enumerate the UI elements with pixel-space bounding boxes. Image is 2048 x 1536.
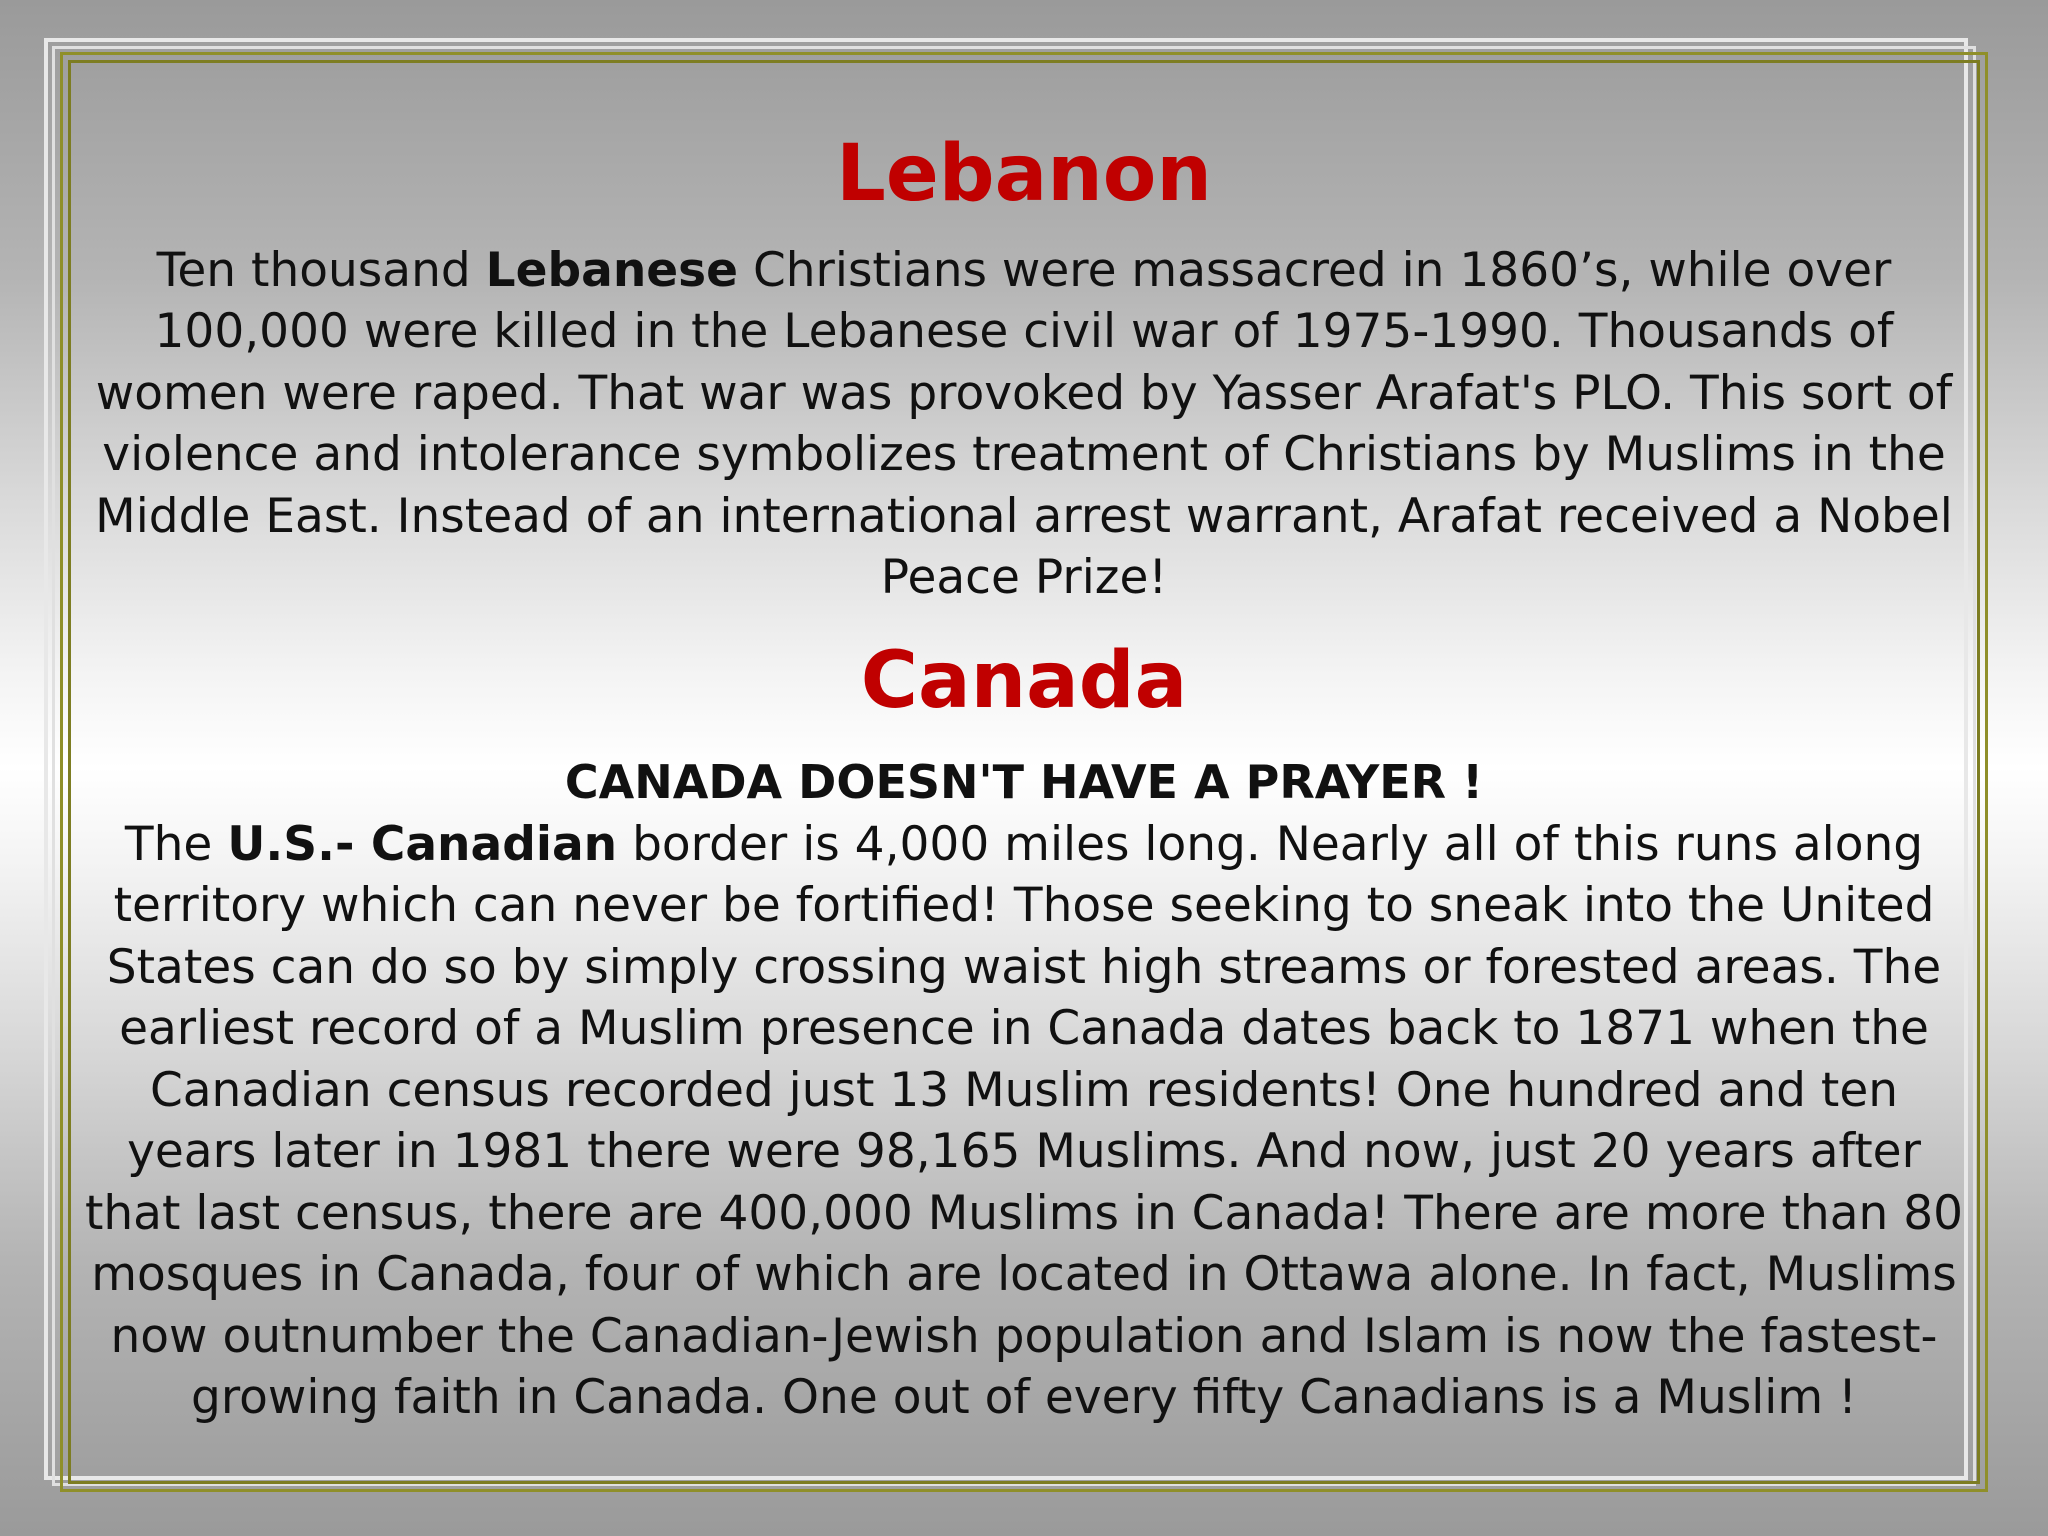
canada-heading: Canada — [860, 635, 1188, 726]
canada-text-start: The — [124, 816, 228, 872]
canada-bold-term: U.S.- Canadian — [227, 816, 618, 872]
lebanon-heading: Lebanon — [836, 129, 1212, 219]
lebanon-paragraph — [80, 240, 1968, 609]
lebanon-text-start: Ten thousand — [156, 242, 486, 298]
slide-content — [80, 128, 1968, 1429]
lebanon-bold-term: Lebanese — [485, 242, 739, 298]
canada-text-rest: border is 4,000 miles long. Nearly all of this runs along territory which can never be fortified! Those seeking to sneak into the United States can do so by simply crossing waist high streams or forested areas. The earliest record of a Muslim presence in Canada dates back to 1871 when the Canadian census recorded just 13 Muslim residents! One hundred and ten years later in 1981 there were 98,165 Muslims. And now, just 20 years after that last census, there are 400,000 Muslims in Canada! There are more than 80 mosques in Canada, four of which are located in Ottawa alone. In fact, Muslims now outnumber the Canadian-Jewish population and Islam is now the fastest-growing faith in Canada. One out of every fifty Canadians is a Muslim ! — [84, 816, 1964, 1426]
lebanon-text-rest: Christians were massacred in 1860’s, while over 100,000 were killed in the Lebanese civil war of 1975-1990. Thousands of women were raped. That war was provoked by Yasser Arafat's PLO. This sort of violence and intolerance symbolizes treatment of Christians by Muslims in the Middle East. Instead of an international arrest warrant, Arafat received a Nobel Peace Prize! — [95, 242, 1953, 606]
canada-paragraph — [80, 814, 1968, 1429]
canada-subheading: CANADA DOESN'T HAVE A PRAYER ! — [564, 755, 1484, 810]
